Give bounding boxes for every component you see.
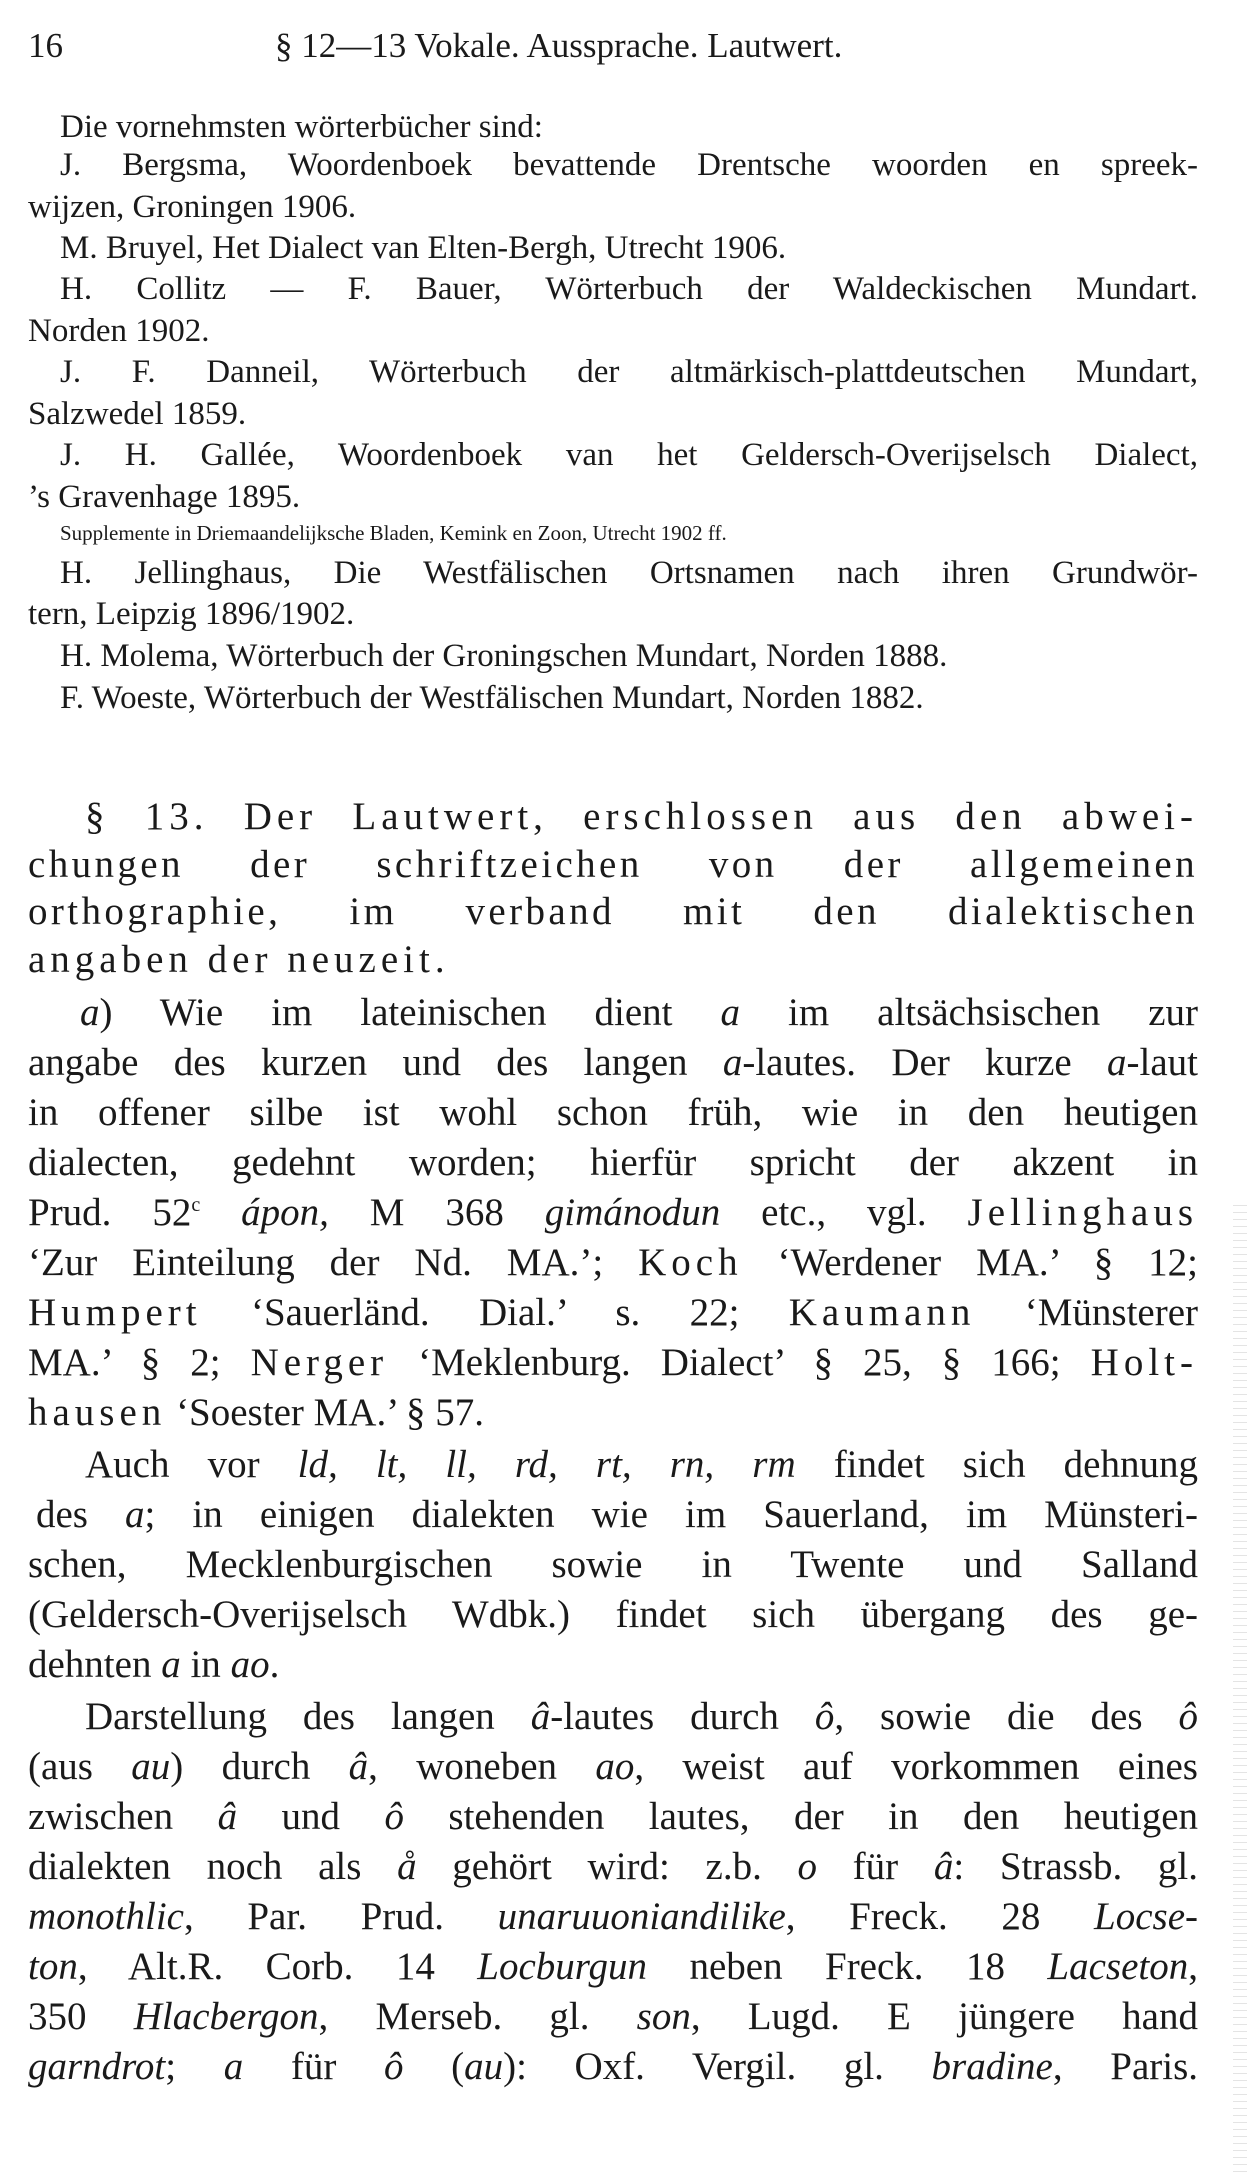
section-heading-cont: angaben der neuzeit. bbox=[28, 938, 450, 981]
bibliography-entry-cont: Salzwedel 1859. bbox=[28, 396, 247, 432]
bibliography-entry-cont: Norden 1902. bbox=[28, 313, 210, 349]
paragraph-line: Auch vor ld, lt, ll, rd, rt, rn, rm findet sich dehnung bbox=[85, 1443, 1198, 1486]
paragraph-line: garndrot; a für ô (au): Oxf. Vergil. gl. bradine, Paris. bbox=[28, 2045, 1198, 2088]
scan-edge-noise bbox=[1233, 1200, 1247, 2175]
bibliography-entry-cont: tern, Leipzig 1896/1902. bbox=[28, 596, 355, 632]
paragraph-line: schen, Mecklenburgischen sowie in Twente und Salland bbox=[28, 1543, 1198, 1586]
author-name: Humpert bbox=[28, 1291, 202, 1334]
paragraph-line: (aus au) durch â, woneben ao, weist auf vorkommen eines bbox=[28, 1745, 1198, 1788]
bibliography-entry: M. Bruyel, Het Dialect van Elten-Bergh, Utrecht 1906. bbox=[60, 230, 787, 266]
bibliography-entry: J. H. Gallée, Woordenboek van het Geldersch-Overijselsch Dialect, bbox=[60, 437, 1198, 473]
paragraph-line: des a; in einigen dialekten wie im Sauerland, im Münsteri- bbox=[36, 1493, 1198, 1536]
bibliography-entry: H. Collitz — F. Bauer, Wörterbuch der Waldeckischen Mundart. bbox=[60, 271, 1198, 307]
running-title: § 12—13 Vokale. Aussprache. Lautwert. bbox=[275, 26, 843, 65]
paragraph-line: (Geldersch-Overijselsch Wdbk.) findet sich übergang des ge- bbox=[28, 1593, 1198, 1636]
paragraph-a-line: hausen ‘Soester MA.’ § 57. bbox=[28, 1391, 485, 1434]
bibliography-entry: H. Molema, Wörterbuch der Groningschen Mundart, Norden 1888. bbox=[60, 638, 948, 674]
author-name: hausen bbox=[28, 1391, 167, 1434]
paragraph-line: dehnten a in ao. bbox=[28, 1643, 280, 1686]
author-name: Koch bbox=[638, 1241, 743, 1284]
paragraph-a-line: MA.’ § 2; Nerger ‘Meklenburg. Dialect’ § 25, § 166; Holt- bbox=[28, 1341, 1198, 1384]
paragraph-a-line: dialecten, gedehnt worden; hierfür spricht der akzent in bbox=[28, 1141, 1198, 1184]
section-heading-cont: chungen der schriftzeichen von der allgemeinen bbox=[28, 843, 1198, 886]
paragraph-a-line: angabe des kurzen und des langen a-lautes. Der kurze a-laut bbox=[28, 1041, 1198, 1084]
paragraph-a-line: ‘Zur Einteilung der Nd. MA.’; Koch ‘Werdener MA.’ § 12; bbox=[28, 1241, 1198, 1284]
author-name: Kaumann bbox=[788, 1291, 976, 1334]
bibliography-intro: Die vornehmsten wörterbücher sind: bbox=[60, 109, 543, 145]
author-name: Nerger bbox=[250, 1341, 389, 1384]
paragraph-line: Darstellung des langen â-lautes durch ô, sowie die des ô bbox=[85, 1695, 1198, 1738]
paragraph-a-line: Prud. 52$^c$ ápon, M 368 gimánodun etc., vgl. Jellinghaus bbox=[28, 1191, 1198, 1234]
bibliography-entry-cont: ’s Gravenhage 1895. bbox=[28, 479, 301, 515]
paragraph-line: dialekten noch als å gehört wird: z.b. o für â: Strassb. gl. bbox=[28, 1845, 1199, 1888]
bibliography-entry: J. F. Danneil, Wörterbuch der altmärkisch-plattdeutschen Mundart, bbox=[60, 354, 1198, 390]
bibliography-entry: F. Woeste, Wörterbuch der Westfälischen Mundart, Norden 1882. bbox=[60, 680, 924, 716]
paragraph-a-line: Humpert ‘Sauerländ. Dial.’ s. 22; Kaumann ‘Münsterer bbox=[28, 1291, 1198, 1334]
paragraph-line: monothlic, Par. Prud. unaruuoniandilike, Freck. 28 Locse- bbox=[28, 1895, 1198, 1938]
bibliography-entry-cont: wijzen, Groningen 1906. bbox=[28, 189, 357, 225]
item-marker: a bbox=[80, 991, 100, 1034]
bibliography-entry: J. Bergsma, Woordenboek bevattende Drentsche woorden en spreek- bbox=[60, 147, 1198, 183]
page-number: 16 bbox=[28, 26, 63, 65]
bibliography-supplement-note: Supplemente in Driemaandelijksche Bladen, Kemink en Zoon, Utrecht 1902 ff. bbox=[60, 521, 727, 545]
author-name: Holt- bbox=[1090, 1341, 1198, 1384]
section-heading-cont: orthographie, im verband mit den dialektischen bbox=[28, 890, 1198, 933]
paragraph-line: 350 Hlacbergon, Merseb. gl. son, Lugd. E jüngere hand bbox=[28, 1995, 1198, 2038]
paragraph-a-line: in offener silbe ist wohl schon früh, wie in den heutigen bbox=[28, 1091, 1198, 1134]
paragraph-a-line: a) Wie im lateinischen dient a im altsächsischen zur bbox=[80, 991, 1198, 1034]
bibliography-entry: H. Jellinghaus, Die Westfälischen Ortsnamen nach ihren Grundwör- bbox=[60, 555, 1198, 591]
author-name: Jellinghaus bbox=[967, 1191, 1198, 1234]
paragraph-line: zwischen â und ô stehenden lautes, der in den heutigen bbox=[28, 1795, 1199, 1838]
paragraph-line: ton, Alt.R. Corb. 14 Locburgun neben Freck. 18 Lacseton, bbox=[28, 1945, 1198, 1988]
section-heading: § 13. Der Lautwert, erschlossen aus den abwei- bbox=[85, 795, 1198, 838]
